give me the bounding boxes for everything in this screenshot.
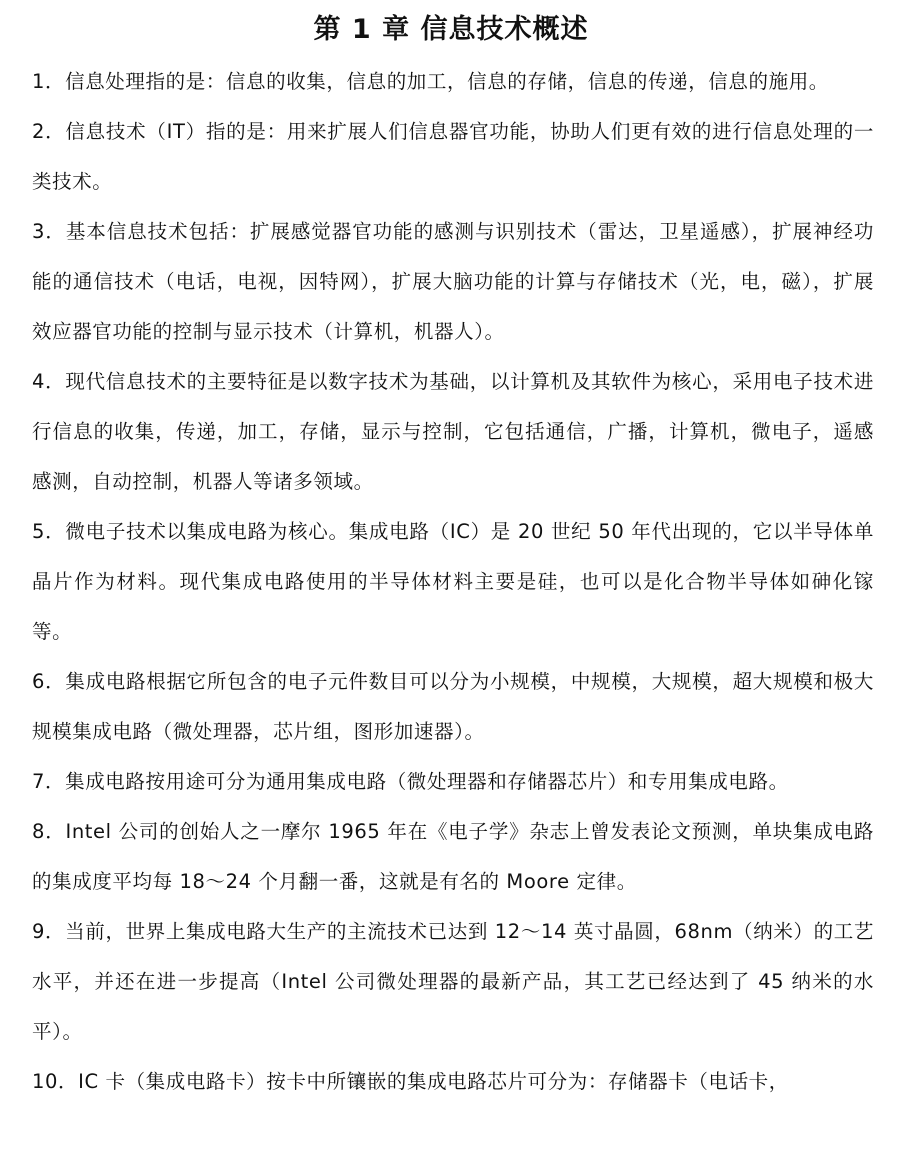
- paragraph-4: 4．现代信息技术的主要特征是以数字技术为基础，以计算机及其软件为核心，采用电子技术进行信息的收集，传递，加工，存储，显示与控制，它包括通信，广播，计算机，微电子，遥感感测，自动控制，机器人等诸多领域。: [32, 370, 874, 493]
- paragraph-8: 8．Intel 公司的创始人之一摩尔 1965 年在《电子学》杂志上曾发表论文预测，单块集成电路的集成度平均每 18～24 个月翻一番，这就是有名的 Moore 定律。: [32, 820, 874, 893]
- chapter-title: 第 1 章 信息技术概述: [313, 14, 589, 45]
- paragraph-1: 1．信息处理指的是：信息的收集，信息的加工，信息的存储，信息的传递，信息的施用。: [32, 70, 829, 93]
- paragraph-5: 5．微电子技术以集成电路为核心。集成电路（IC）是 20 世纪 50 年代出现的，它以半导体单晶片作为材料。现代集成电路使用的半导体材料主要是硅，也可以是化合物半导体如砷化镓等。: [32, 520, 874, 643]
- paragraph-2: 2．信息技术（IT）指的是：用来扩展人们信息器官功能，协助人们更有效的进行信息处理的一类技术。: [32, 120, 874, 193]
- paragraph-9: 9．当前，世界上集成电路大生产的主流技术已达到 12～14 英寸晶圆，68nm（纳米）的工艺水平，并还在进一步提高（Intel 公司微处理器的最新产品，其工艺已经达到了 45 纳米的水平）。: [32, 920, 874, 1043]
- paragraph-3: 3．基本信息技术包括：扩展感觉器官功能的感测与识别技术（雷达，卫星遥感），扩展神经功能的通信技术（电话，电视，因特网），扩展大脑功能的计算与存储技术（光，电，磁），扩展效应器官功能的控制与显示技术（计算机，机器人）。: [32, 220, 874, 343]
- paragraph-7: 7．集成电路按用途可分为通用集成电路（微处理器和存储器芯片）和专用集成电路。: [32, 770, 789, 793]
- paragraph-10: 10．IC 卡（集成电路卡）按卡中所镶嵌的集成电路芯片可分为：存储器卡（电话卡，: [32, 1070, 789, 1093]
- document-body: [32, 57, 874, 1107]
- paragraph-6: 6．集成电路根据它所包含的电子元件数目可以分为小规模，中规模，大规模，超大规模和极大规模集成电路（微处理器，芯片组，图形加速器）。: [32, 670, 874, 743]
